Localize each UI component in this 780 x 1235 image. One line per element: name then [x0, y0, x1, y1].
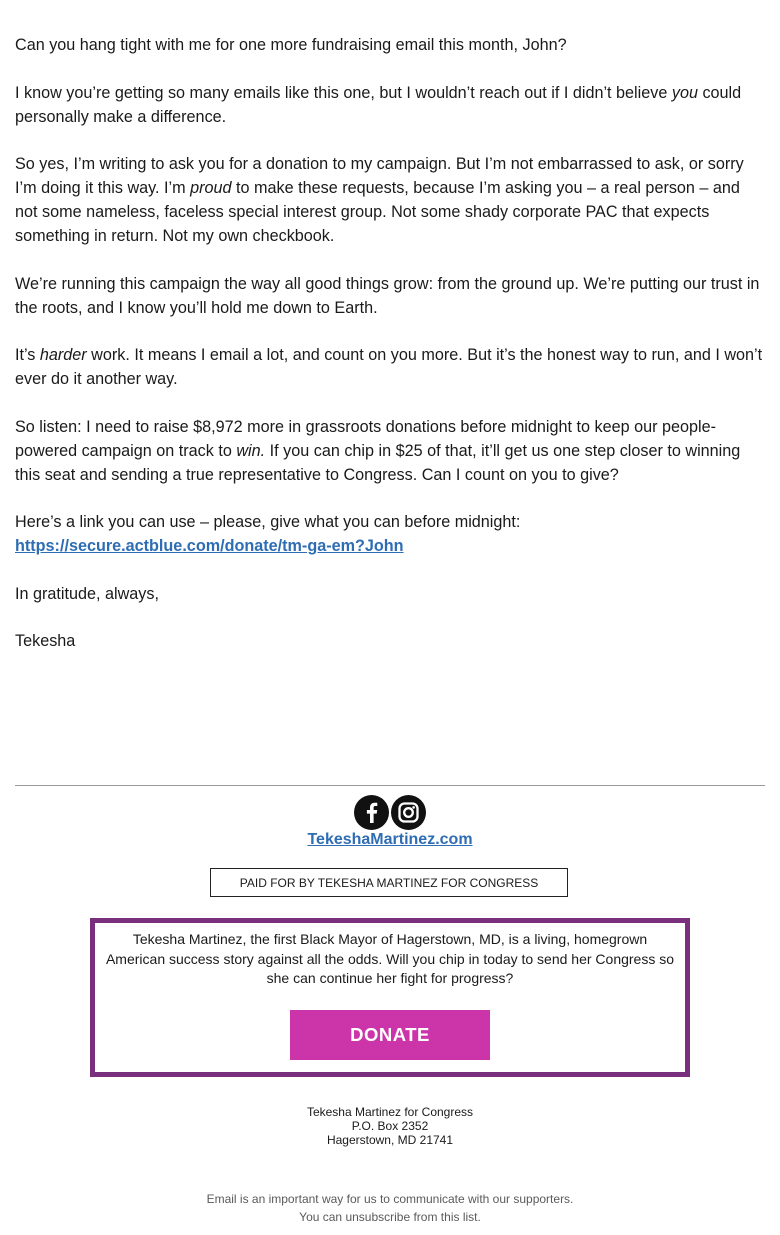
donate-promo-box [90, 918, 690, 1077]
address-line-3: Hagerstown, MD 21741 [326, 1133, 454, 1147]
facebook-icon[interactable] [354, 795, 389, 830]
paragraph-2: I know you’re getting so many emails like this one, but I wouldn’t reach out if I didn’t believe you could personally make a difference. [15, 83, 742, 126]
signoff: In gratitude, always, [15, 584, 159, 603]
unsubscribe-note[interactable]: You can unsubscribe from this list. [299, 1210, 481, 1224]
greeting: Can you hang tight with me for one more fundraising email this month, John? [15, 36, 567, 54]
paragraph-5: It’s harder work. It means I email a lot, and count on you more. But it’s the honest way to run, and I won’t ever do it another way. [15, 346, 763, 388]
donate-button[interactable]: DONATE [290, 1010, 490, 1060]
social-links [0, 795, 780, 830]
promo-text: Tekesha Martinez, the first Black Mayor of Hagerstown, MD, is a living, homegrown American success story against all the odds. Will you chip in today to send her Congress so she can continue her fight for progress? [105, 931, 675, 986]
footer-note-line-1: Email is an important way for us to communicate with our supporters. [206, 1192, 574, 1206]
signature: Tekesha [15, 632, 76, 650]
donate-link[interactable]: https://secure.actblue.com/donate/tm-ga-em?John [15, 537, 404, 555]
paragraph-3: So yes, I’m writing to ask you for a donation to my campaign. But I’m not embarrassed to ask, or sorry I’m doing it this way. I’m proud to make these requests, because I’m asking you – a real person – and not some nameless, faceless special interest group. Not some shady corporate PAC that expects something in return. Not my own checkbook. [15, 155, 744, 245]
address-line-1: Tekesha Martinez for Congress [306, 1105, 474, 1119]
mailing-address [0, 1105, 780, 1147]
email-body [15, 33, 765, 677]
paragraph-7: Here’s a link you can use – please, give what you can before midnight: https://secure.actblue.com/donate/tm-ga-em?John [15, 513, 521, 555]
address-line-2: P.O. Box 2352 [351, 1119, 429, 1133]
paragraph-4: We’re running this campaign the way all good things grow: from the ground up. We’re putting our trust in the roots, and I know you’ll hold me down to Earth. [15, 274, 760, 317]
paragraph-6: So listen: I need to raise $8,972 more in grassroots donations before midnight to keep our people-powered campaign on track to win. If you can chip in $25 of that, it’ll get us one step closer to winning this seat and sending a true representative to Congress. Can I count on you to give? [15, 417, 741, 484]
paid-for-disclaimer: PAID FOR BY TEKESHA MARTINEZ FOR CONGRESS [210, 868, 568, 897]
instagram-icon[interactable] [391, 795, 426, 830]
website-link[interactable]: TekeshaMartinez.com [307, 831, 473, 848]
footer-note [0, 1190, 780, 1226]
footer-divider [15, 785, 765, 786]
